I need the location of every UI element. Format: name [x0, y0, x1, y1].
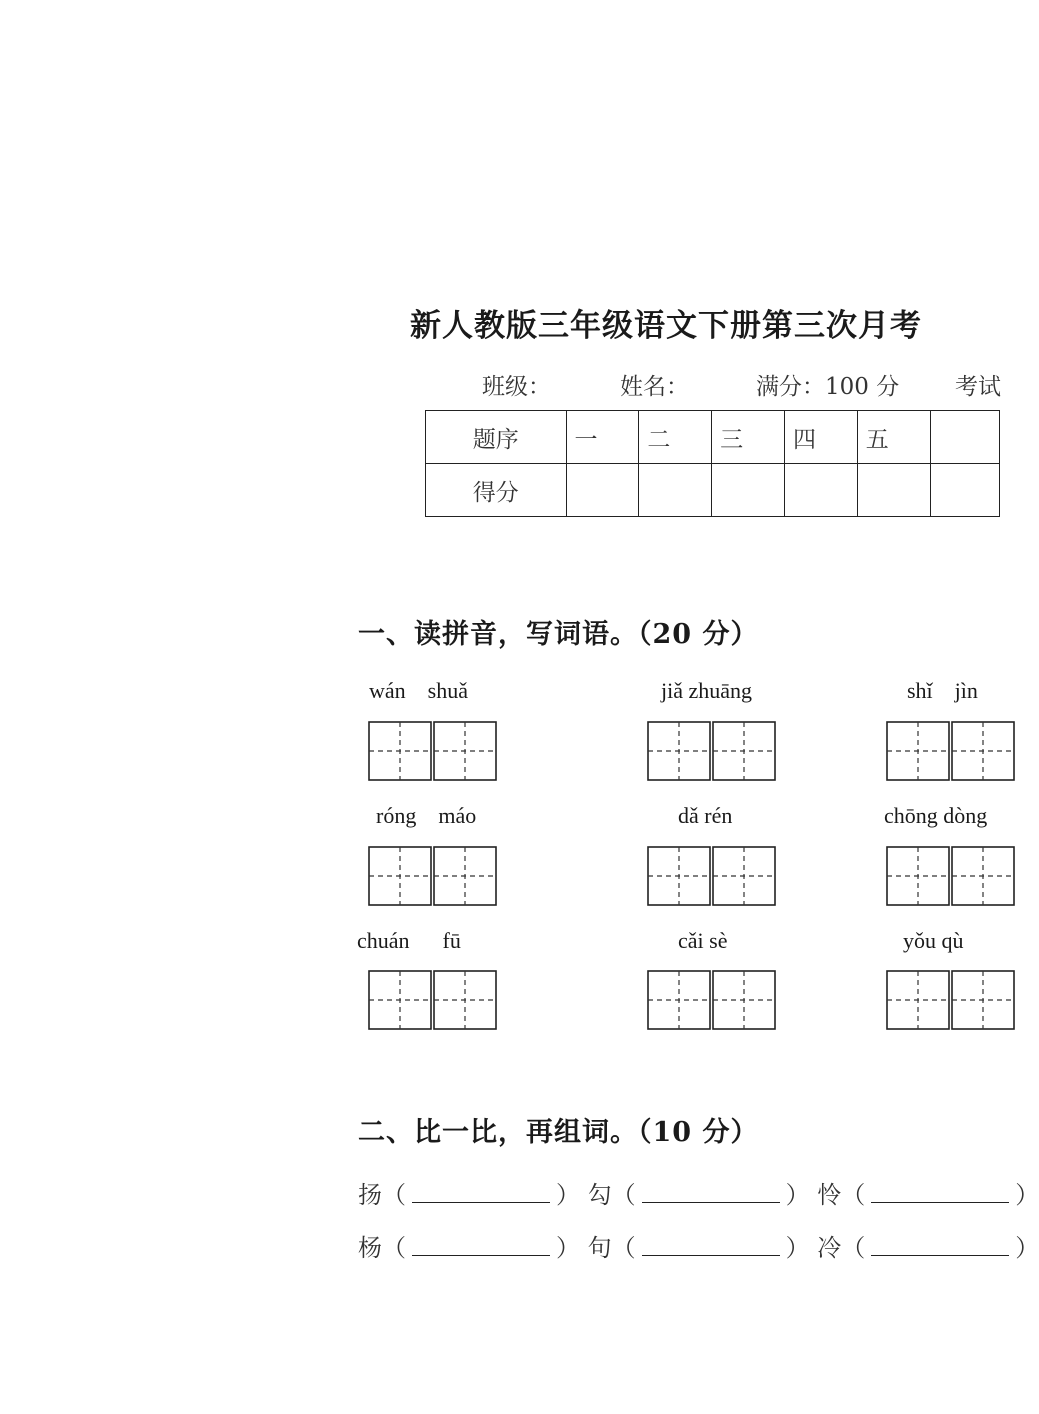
column-label: 四 — [784, 411, 857, 464]
answer-blank[interactable] — [642, 1233, 780, 1256]
writing-grid[interactable] — [368, 846, 497, 906]
compare-char: 冷 — [817, 1234, 842, 1262]
section2-heading: 二、比一比，再组词。（10 分） — [358, 1117, 759, 1148]
pinyin-label: shǐ jìn — [907, 678, 978, 703]
pinyin-label: róng máo — [376, 803, 477, 828]
answer-blank[interactable] — [871, 1233, 1009, 1256]
writing-grid[interactable] — [368, 970, 497, 1030]
writing-grid[interactable] — [647, 970, 776, 1030]
score-cell[interactable] — [784, 464, 857, 517]
score-table-score-row — [426, 464, 1000, 517]
exam-time-label: 考试 — [955, 374, 1001, 400]
writing-grid[interactable] — [647, 846, 776, 906]
compare-row-2: 杨（ ） 句（ ） 冷（ ） — [358, 1234, 1039, 1262]
name-label: 姓名： — [620, 374, 689, 400]
pinyin-label: jiǎ zhuāng — [661, 678, 753, 703]
compare-char: 句 — [587, 1234, 612, 1262]
writing-grid[interactable] — [886, 721, 1015, 781]
column-label: 五 — [857, 411, 930, 464]
compare-char: 怜 — [817, 1181, 842, 1209]
pinyin-label: chōng dòng — [884, 803, 988, 828]
answer-blank[interactable] — [412, 1233, 550, 1256]
compare-row-1: 扬（ ） 勾（ ） 怜（ ） — [358, 1181, 1039, 1209]
score-table-header-row — [426, 411, 1000, 464]
pinyin-label: yǒu qù — [903, 928, 964, 953]
pinyin-label: wán shuǎ — [369, 678, 468, 703]
writing-grid[interactable] — [647, 721, 776, 781]
score-label: 得分 — [426, 464, 567, 517]
score-cell[interactable] — [566, 464, 639, 517]
score-cell[interactable] — [712, 464, 785, 517]
answer-blank[interactable] — [871, 1180, 1009, 1203]
compare-char: 勾 — [587, 1181, 612, 1209]
answer-blank[interactable] — [412, 1180, 550, 1203]
writing-grid[interactable] — [368, 721, 497, 781]
class-label: 班级： — [482, 374, 551, 400]
pinyin-label: chuán fū — [357, 928, 461, 953]
score-table — [425, 410, 1000, 517]
column-label: 二 — [639, 411, 712, 464]
score-cell[interactable] — [857, 464, 930, 517]
full-score-label: 满分：100 分 — [756, 374, 900, 400]
writing-grid[interactable] — [886, 846, 1015, 906]
pinyin-label: cǎi sè — [678, 928, 728, 953]
question-order-label: 题序 — [426, 411, 567, 464]
column-label: 一 — [566, 411, 639, 464]
writing-grid[interactable] — [886, 970, 1015, 1030]
column-label: 三 — [712, 411, 785, 464]
page-title: 新人教版三年级语文下册第三次月考 — [410, 308, 922, 344]
score-cell[interactable] — [639, 464, 712, 517]
compare-char: 杨 — [358, 1234, 382, 1262]
compare-char: 扬 — [358, 1181, 382, 1209]
score-cell[interactable] — [930, 464, 999, 517]
pinyin-label: dǎ rén — [678, 803, 733, 828]
section1-heading: 一、读拼音，写词语。（20 分） — [358, 619, 759, 650]
answer-blank[interactable] — [642, 1180, 780, 1203]
column-cut-off — [930, 411, 999, 464]
